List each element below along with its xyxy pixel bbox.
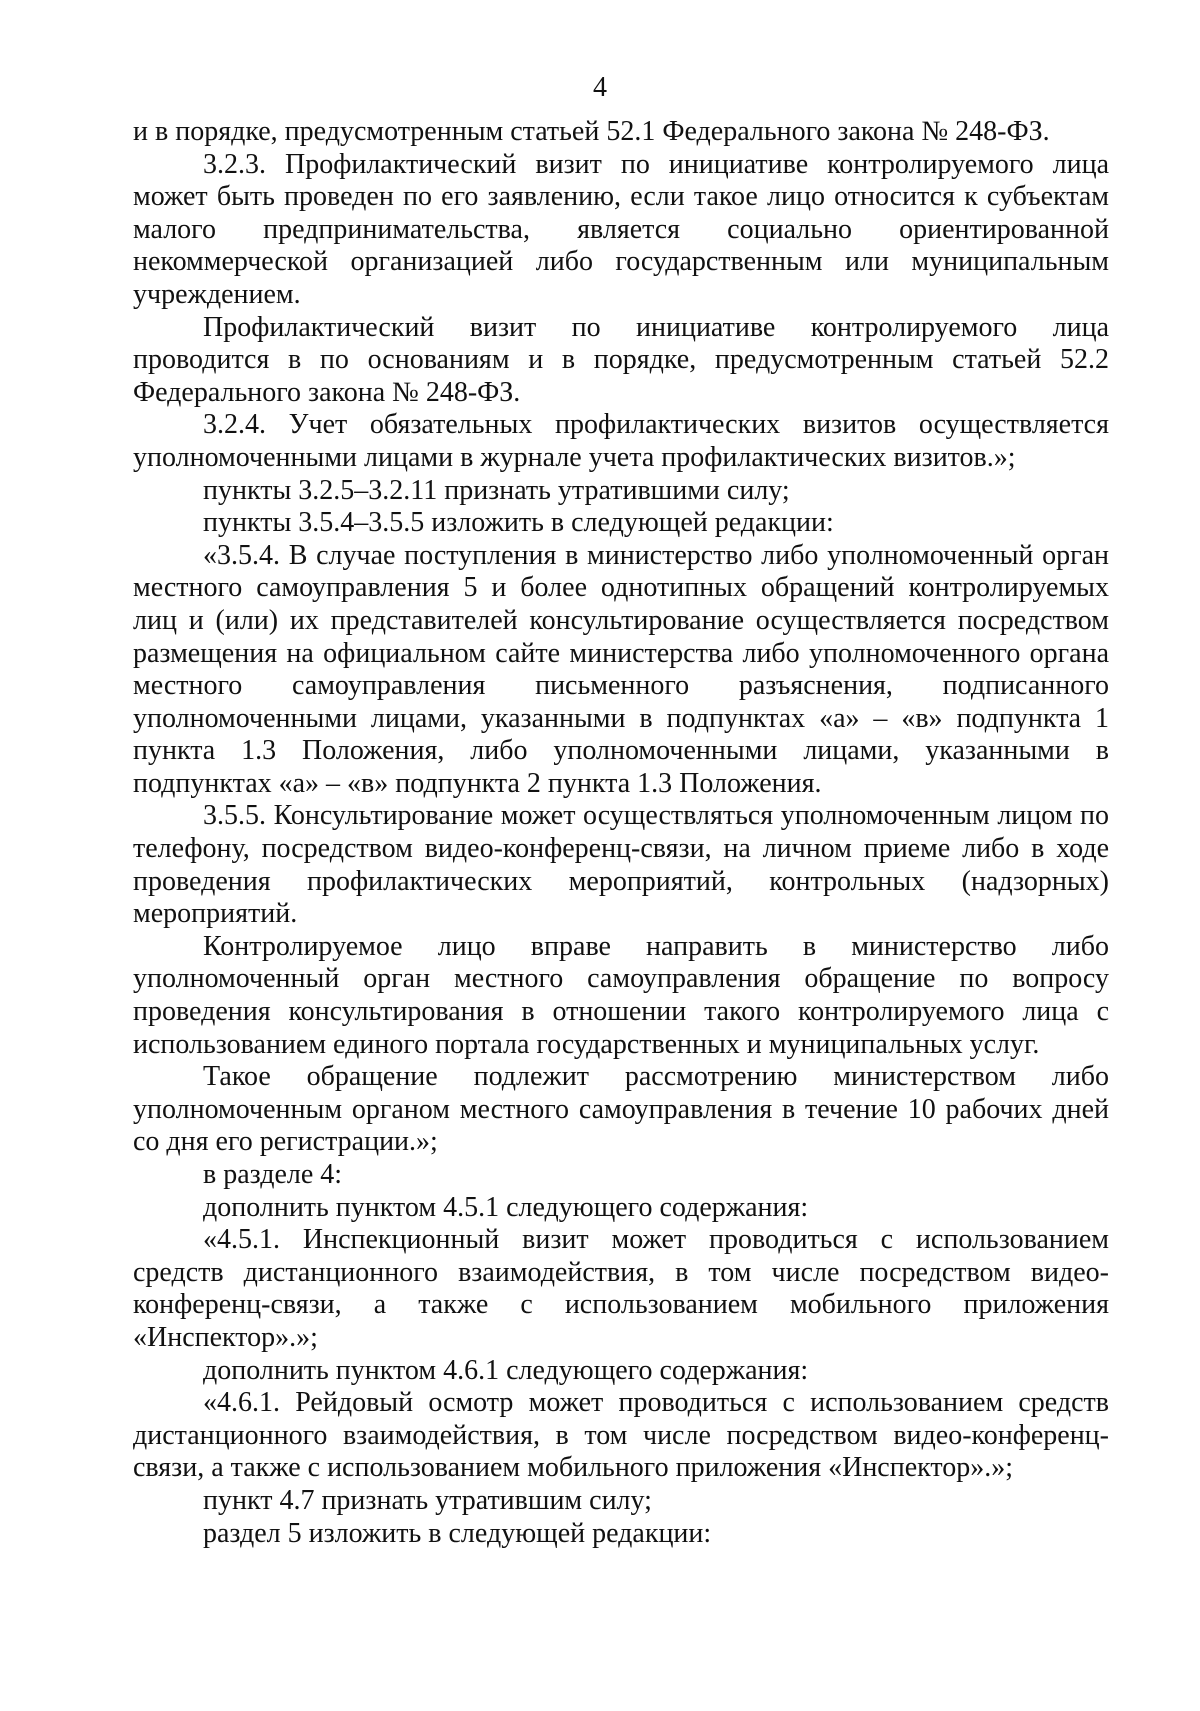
paragraph-3-2-3: 3.2.3. Профилактический визит по инициативе контролируемого лица может быть проведен по его заявлению, если такое лицо относится к субъектам малого предпринимательства, является социально ориентированной некоммерческой организацией либо государственным или муниципальным учреждением. — [133, 148, 1109, 310]
document-body — [133, 116, 1109, 1550]
page-number: 4 — [593, 72, 607, 103]
paragraph-controlled-person-appeal: Контролируемое лицо вправе направить в министерство либо уполномоченный орган местного самоуправления обращение по вопросу проведения консультирования в отношении такого контролируемого лица с использованием единого портала государственных и муниципальных услуг. — [133, 930, 1109, 1060]
paragraph-point-4-7: пункт 4.7 признать утратившим силу; — [203, 1484, 652, 1516]
paragraph-profilactic-visit: Профилактический визит по инициативе контролируемого лица проводится в по основаниям и в порядке, предусмотренным статьей 52.2 Федерального закона № 248-ФЗ. — [133, 311, 1109, 408]
paragraph-appeal-review: Такое обращение подлежит рассмотрению министерством либо уполномоченным органом местного самоуправления в течение 10 рабочих дней со дня его регистрации.»; — [133, 1061, 1109, 1158]
paragraph-add-4-6-1: дополнить пунктом 4.6.1 следующего содержания: — [203, 1354, 809, 1386]
paragraph-3-5-4: «3.5.4. В случае поступления в министерство либо уполномоченный орган местного самоуправления 5 и более однотипных обращений контролируемых лиц и (или) их представителей консультирование осуществляется посредством размещения на официальном сайте министерства либо уполномоченного органа местного самоуправления письменного разъяснения, подписанного уполномоченными лицами, указанными в подпунктах «а» – «в» подпункта 1 пункта 1.3 Положения, либо уполномоченными лицами, указанными в подпунктах «а» – «в» подпункта 2 пункта 1.3 Положения. — [133, 539, 1109, 799]
paragraph-points-3-2-5-3-2-11: пункты 3.2.5–3.2.11 признать утратившими силу; — [203, 474, 790, 506]
paragraph-4-5-1: «4.5.1. Инспекционный визит может проводиться с использованием средств дистанционного взаимодействия, в том числе посредством видео-конференц-связи, а также с использованием мобильного приложения «Инспектор».»; — [133, 1224, 1109, 1353]
paragraph-section-4: в разделе 4: — [203, 1159, 343, 1190]
paragraph-add-4-5-1: дополнить пунктом 4.5.1 следующего содержания: — [203, 1191, 809, 1223]
paragraph-section-5: раздел 5 изложить в следующей редакции: — [203, 1517, 712, 1549]
paragraph-continuation: и в порядке, предусмотренным статьей 52.1 Федерального закона № 248-ФЗ. — [133, 116, 1050, 147]
paragraph-3-5-5: 3.5.5. Консультирование может осуществляться уполномоченным лицом по телефону, посредством видео-конференц-связи, на личном приеме либо в ходе проведения профилактических мероприятий, контрольных (надзорных) мероприятий. — [133, 800, 1109, 930]
paragraph-points-3-5-4-3-5-5: пункты 3.5.4–3.5.5 изложить в следующей редакции: — [203, 507, 834, 539]
paragraph-3-2-4: 3.2.4. Учет обязательных профилактических визитов осуществляется уполномоченными лицами в журнале учета профилактических визитов.»; — [133, 409, 1109, 473]
paragraph-4-6-1: «4.6.1. Рейдовый осмотр может проводиться с использованием средств дистанционного взаимодействия, в том числе посредством видео-конференц-связи, а также с использованием мобильного приложения «Инспектор».»; — [133, 1387, 1109, 1484]
